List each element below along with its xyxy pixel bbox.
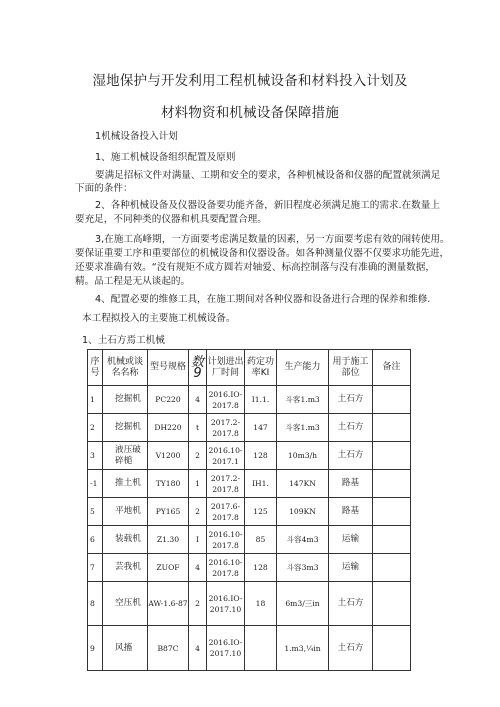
capacity: 斗容4m3: [277, 526, 329, 554]
schedule: 2016.10-2017.8: [207, 526, 245, 554]
rated-power: [245, 626, 277, 671]
header-remarks: 备注: [373, 350, 411, 386]
equipment-name: 推土机: [103, 470, 148, 498]
section-heading: 1机械设备投入计划: [95, 131, 178, 142]
row-index: 2: [88, 414, 103, 442]
capacity: 斗客1.m3: [277, 414, 329, 442]
table-row: [88, 414, 411, 442]
rated-power: 125: [245, 498, 277, 526]
header-location: 用于施工部位: [329, 350, 373, 386]
model-spec: PY165: [148, 498, 189, 526]
paragraph-2-line-2: 要充足，不同种类的仪器和机具要配置合理。: [75, 214, 267, 225]
capacity: 109KN: [277, 498, 329, 526]
work-location: 土石方: [329, 442, 373, 470]
rated-power: 147: [245, 414, 277, 442]
schedule: 2017.2-2017.8: [207, 470, 245, 498]
header-capacity: 生产能力: [277, 350, 329, 386]
quantity: 2: [189, 498, 207, 526]
paragraph-4: 4、配置必要的维修工具，在施工期间对各种仪器和设备进行合理的保养和维修.: [95, 294, 431, 305]
rated-power: IH1.: [245, 470, 277, 498]
model-spec: AW-1.6-87: [148, 582, 189, 626]
row-index: -1: [88, 470, 103, 498]
equipment-name: 空压机: [103, 582, 148, 626]
remarks: [373, 386, 411, 414]
model-spec: Z1.30: [148, 526, 189, 554]
equipment-name: 装载机: [103, 526, 148, 554]
paragraph-3-line-3: 还要求准确有效。“没有规矩不成方圆若对轴爱、标高控制落与没有准确的测量数据，: [75, 262, 435, 273]
header-name: 机械或谈名名称: [103, 350, 148, 386]
paragraph-2-line-1: 2、各种机械设备及仪器设备要功能齐备，新旧程度必须满足施工的需求.在数量上: [95, 200, 440, 211]
work-location: 土石方: [329, 414, 373, 442]
paragraph-3-line-4: 精。品工程是无从谈起的。: [75, 276, 191, 287]
header-power: 药定功率KI: [245, 350, 277, 386]
remarks: [373, 414, 411, 442]
equipment-name: 液压破碎槌: [103, 442, 148, 470]
work-location: 路基: [329, 470, 373, 498]
table-row: [88, 386, 411, 414]
equipment-table: [87, 349, 411, 671]
equipment-name: 平地机: [103, 498, 148, 526]
schedule: 2016.IO-2017.10: [207, 626, 245, 671]
paragraph-1-line-2: 下面的条件：: [75, 183, 133, 194]
table-row: [88, 442, 411, 470]
remarks: [373, 626, 411, 671]
row-index: 9: [88, 626, 103, 671]
table-row: [88, 626, 411, 671]
schedule: 2016.10-2017.1: [207, 442, 245, 470]
quantity: 2: [189, 442, 207, 470]
row-index: 6: [88, 526, 103, 554]
table-row: [88, 498, 411, 526]
rated-power: 128: [245, 554, 277, 582]
row-index: 3: [88, 442, 103, 470]
rated-power: I1.1.: [245, 386, 277, 414]
work-location: 土石方: [329, 582, 373, 626]
quantity: I: [189, 526, 207, 554]
schedule: 2016.IO-2017.10: [207, 582, 245, 626]
header-schedule: 计划进出厂时间: [207, 350, 245, 386]
model-spec: B87C: [148, 626, 189, 671]
rated-power: 128: [245, 442, 277, 470]
header-quantity: 数9: [189, 350, 207, 386]
work-location: 土石方: [329, 386, 373, 414]
remarks: [373, 554, 411, 582]
model-spec: PC220: [148, 386, 189, 414]
schedule: 2016.IO-2017.8: [207, 386, 245, 414]
document-title-line-1: 湿地保护与开发利用工程机械设备和材料投入计划及: [92, 73, 408, 89]
capacity: 10m3/h: [277, 442, 329, 470]
schedule: 2017.6-2017.8: [207, 498, 245, 526]
schedule: 2017.2-2017.8: [207, 414, 245, 442]
quantity: 4: [189, 554, 207, 582]
quantity: t: [189, 414, 207, 442]
remarks: [373, 442, 411, 470]
row-index: 1: [88, 386, 103, 414]
model-spec: DH220: [148, 414, 189, 442]
document-title-line-2: 材料物资和机械设备保障措施: [160, 105, 340, 121]
table-header-row: [88, 350, 411, 386]
capacity: 斗客1.m3: [277, 386, 329, 414]
table-row: [88, 470, 411, 498]
model-spec: TY180: [148, 470, 189, 498]
remarks: [373, 498, 411, 526]
capacity: 6m3/三in: [277, 582, 329, 626]
equipment-name: 风搐: [103, 626, 148, 671]
model-spec: ZUOF: [148, 554, 189, 582]
remarks: [373, 582, 411, 626]
paragraph-1-line-1: 要满足招标文件对满量、工期和安全的要求，各种机械设备和仪器的配置就须满足: [95, 170, 441, 181]
model-spec: V1200: [148, 442, 189, 470]
row-index: 5: [88, 498, 103, 526]
capacity: 斗容3m3: [277, 554, 329, 582]
quantity: 1: [189, 470, 207, 498]
equipment-name: 挖掘机: [103, 414, 148, 442]
table-row: [88, 582, 411, 626]
paragraph-5: 本工程拟投入的主要施工机械设备。: [82, 313, 236, 324]
schedule: 2016.10-2017.8: [207, 554, 245, 582]
rated-power: 85: [245, 526, 277, 554]
paragraph-3-line-1: 3,在施工高峰期，一方面要考虑满足数量的因素，另一方面要考虑有效的闹转使用。: [95, 234, 450, 245]
table-title: 1、土石方焉工机械: [82, 335, 165, 346]
table-row: [88, 554, 411, 582]
work-location: 运输: [329, 526, 373, 554]
equipment-name: 挖掘机: [103, 386, 148, 414]
table-row: [88, 526, 411, 554]
capacity: 1.m3,¼in: [277, 626, 329, 671]
paragraph-1-heading: 1、施工机械设备组织配置及原则: [95, 152, 236, 163]
remarks: [373, 470, 411, 498]
equipment-name: 芸我机: [103, 554, 148, 582]
quantity: 4: [189, 626, 207, 671]
quantity: 2: [189, 582, 207, 626]
row-index: 8: [88, 582, 103, 626]
remarks: [373, 526, 411, 554]
paragraph-3-line-2: 要保证重要工序和重要部位的机械设备和仪器设备。如各种测量仪器不仅要求功能先进，: [75, 248, 450, 259]
rated-power: 18: [245, 582, 277, 626]
capacity: 147KN: [277, 470, 329, 498]
header-index: 序号: [88, 350, 103, 386]
header-model: 型号规格: [148, 350, 189, 386]
quantity: 4: [189, 386, 207, 414]
row-index: 7: [88, 554, 103, 582]
work-location: 路基: [329, 498, 373, 526]
work-location: 运输: [329, 554, 373, 582]
work-location: 土石方: [329, 626, 373, 671]
